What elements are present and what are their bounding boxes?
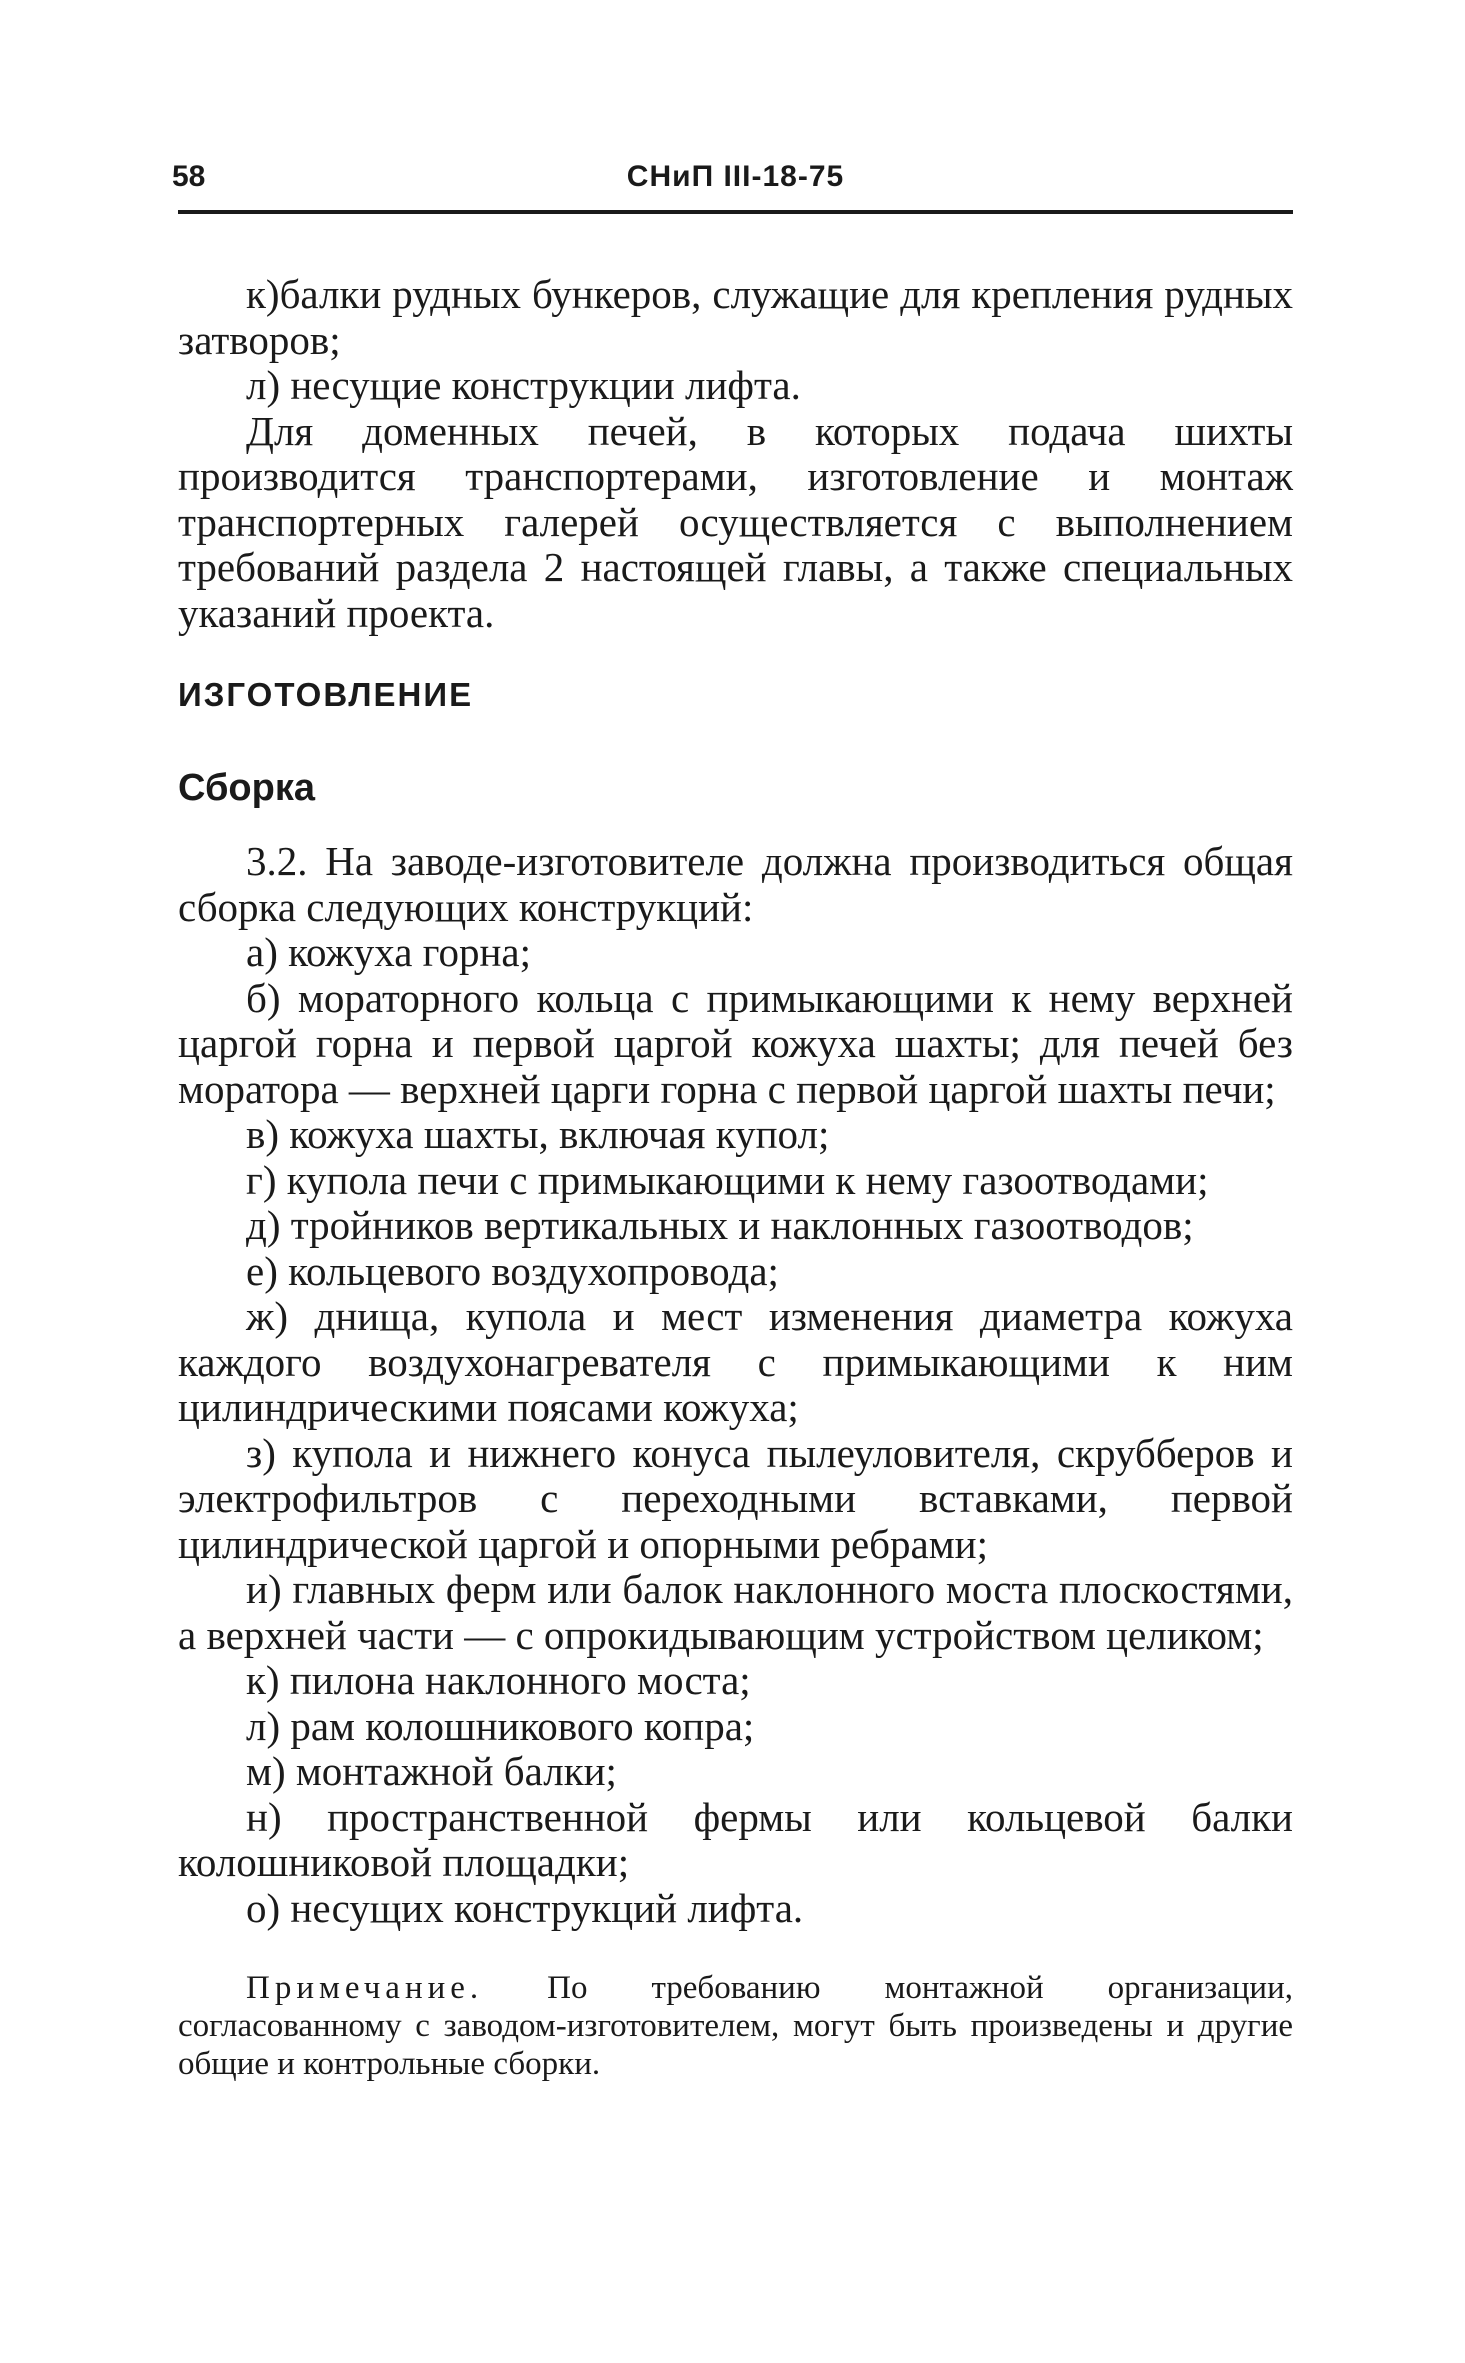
section-heading: ИЗГОТОВЛЕНИЕ [178, 676, 474, 713]
list-item: к) пилона наклонного моста; [246, 1657, 751, 1703]
list-item: и) главных ферм или балок наклонного моста плоскостями, а верхней части — с опрокидывающим устройством целиком; [178, 1566, 1293, 1658]
list-item: б) мораторного кольца с примыкающими к нему верхней царгой горна и первой царгой кожуха шахты; для печей без моратора — верхней царги горна с первой царгой шахты печи; [178, 974, 1293, 1112]
footnote [178, 1969, 1293, 2083]
subsection-heading: Сборка [178, 766, 315, 809]
list-item: ж) днища, купола и мест изменения диаметра кожуха каждого воздухонагревателя с примыкающими к ним цилиндрическими поясами кожуха; [178, 1293, 1293, 1430]
list-item-k: к)балки рудных бункеров, служащие для крепления рудных затворов; [178, 271, 1293, 363]
list-item: г) купола печи с примыкающими к нему газоотводами; [246, 1156, 1209, 1203]
list-item: з) купола и нижнего конуса пылеуловителя, скрубберов и электрофильтров с переходными вставками, первой цилиндрической царгой и опорными ребрами; [178, 1429, 1293, 1567]
note-label: Примечание. [246, 1970, 484, 2006]
document-page [172, 150, 1293, 2116]
list-item: л) рам колошникового копра; [246, 1702, 755, 1749]
note-text: По требованию монтажной организации, согласованному с заводом-изготовителем, могут быть произведены и другие общие и контрольные сборки. [178, 1970, 1293, 2082]
list-item: н) пространственной фермы или кольцевой балки колошниковой площадки; [178, 1793, 1293, 1885]
page-number: 58 [172, 160, 206, 193]
body-text [178, 272, 1293, 2083]
list-item: а) кожуха горна; [246, 929, 531, 975]
list-item: о) несущих конструкций лифта. [246, 1884, 804, 1931]
list-item: д) тройников вертикальных и наклонных газоотводов; [246, 1202, 1194, 1248]
list-item: м) монтажной балки; [246, 1748, 617, 1794]
list-item: в) кожуха шахты, включая купол; [246, 1111, 830, 1157]
list-item: е) кольцевого воздухопровода; [246, 1247, 779, 1294]
list-item-l: л) несущие конструкции лифта. [246, 362, 801, 408]
running-header [172, 150, 1293, 196]
document-code: СНиП III-18-75 [626, 160, 845, 193]
clause-3-2-intro: 3.2. На заводе-изготовителе должна производиться общая сборка следующих конструкций: [178, 838, 1293, 930]
paragraph-transport-galleries: Для доменных печей, в которых подача шихты производится транспортерами, изготовление и монтаж транспортерных галерей осуществляется с выполнением требований раздела 2 настоящей главы, а также специальных указаний проекта. [178, 407, 1293, 636]
header-rule [178, 210, 1293, 214]
